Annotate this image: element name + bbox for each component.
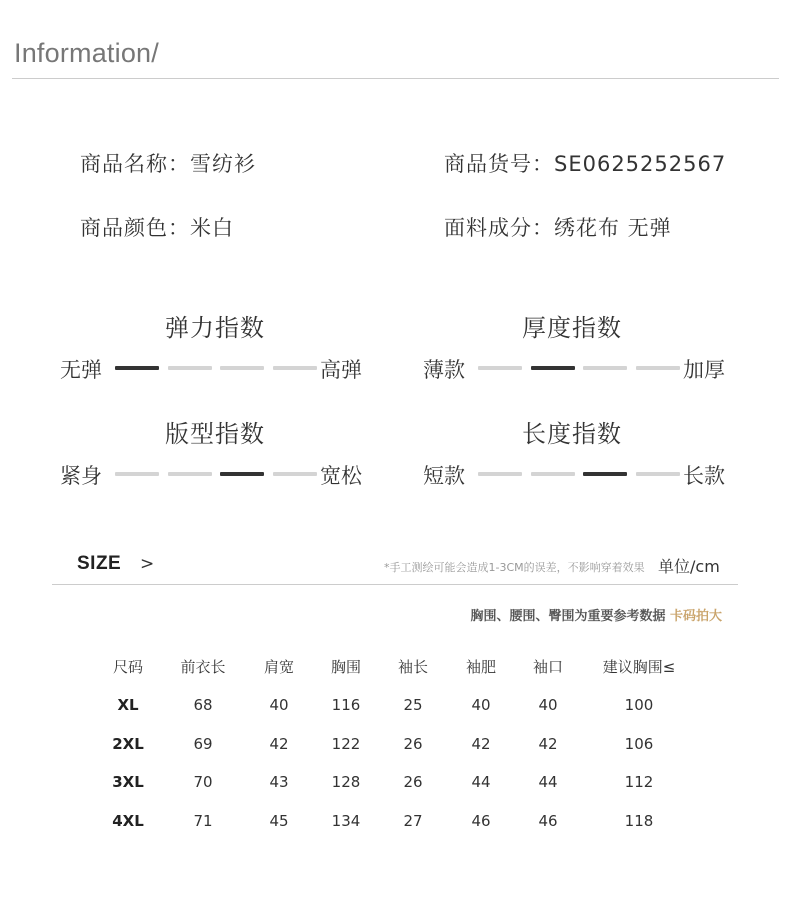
table-cell: 71 [193, 812, 213, 830]
table-cell: 40 [269, 696, 289, 714]
table-cell: 106 [624, 735, 654, 753]
table-cell: 46 [538, 812, 558, 830]
table-cell: 128 [331, 773, 361, 791]
table-cell: 116 [331, 696, 361, 714]
table-header-cell: 肩宽 [263, 658, 294, 676]
index-right-label: 长款 [683, 464, 725, 488]
table-cell: 40 [538, 696, 558, 714]
index-segment-active [220, 472, 264, 476]
index-segment-active [583, 472, 627, 476]
product-fabric: 面料成分：绣花布 无弹 [444, 216, 672, 240]
index-segment [220, 366, 264, 370]
size-arrow-icon: > [140, 554, 155, 574]
table-cell: 112 [624, 773, 654, 791]
table-size-cell: 4XL [112, 812, 144, 830]
index-right-label: 宽松 [320, 464, 362, 488]
index-right-label: 加厚 [683, 358, 725, 382]
table-cell: 46 [471, 812, 491, 830]
table-header-cell: 袖肥 [465, 658, 496, 676]
table-cell: 40 [471, 696, 491, 714]
table-cell: 122 [331, 735, 361, 753]
table-cell: 25 [403, 696, 423, 714]
index-segment [531, 472, 575, 476]
size-divider [52, 584, 738, 585]
size-title: SIZE [77, 553, 122, 574]
index-segment [168, 472, 212, 476]
product-name: 商品名称：雪纺衫 [80, 152, 256, 176]
table-size-cell: 3XL [112, 773, 144, 791]
index-segment [636, 366, 680, 370]
table-cell: 44 [538, 773, 558, 791]
table-header-cell: 袖口 [532, 658, 563, 676]
table-cell: 43 [269, 773, 289, 791]
table-cell: 27 [403, 812, 423, 830]
table-cell: 100 [624, 696, 654, 714]
table-header-cell: 胸围 [330, 658, 361, 676]
header-divider [12, 78, 779, 79]
table-cell: 69 [193, 735, 213, 753]
table-size-cell: 2XL [112, 735, 144, 753]
table-cell: 44 [471, 773, 491, 791]
table-header-cell: 尺码 [112, 658, 143, 676]
index-segment [115, 472, 159, 476]
index-segment [583, 366, 627, 370]
table-header-cell: 袖长 [397, 658, 428, 676]
reference-note [300, 605, 722, 624]
product-code: 商品货号：SE0625252567 [444, 152, 727, 176]
table-cell: 42 [538, 735, 558, 753]
table-cell: 68 [193, 696, 213, 714]
index-segment [273, 366, 317, 370]
unit-label: 单位/cm [658, 557, 720, 576]
index-segment-active [115, 366, 159, 370]
index-left-label: 无弹 [60, 358, 102, 382]
index-title: 弹力指数 [165, 314, 265, 342]
index-title: 版型指数 [165, 420, 265, 448]
table-header-cell: 建议胸围≤ [602, 658, 676, 676]
index-segment-active [531, 366, 575, 370]
table-cell: 42 [269, 735, 289, 753]
table-size-cell: XL [117, 696, 139, 714]
index-right-label: 高弹 [320, 358, 362, 382]
index-title: 厚度指数 [522, 314, 622, 342]
table-cell: 26 [403, 735, 423, 753]
product-color: 商品颜色：米白 [80, 216, 234, 240]
index-segment [636, 472, 680, 476]
index-left-label: 短款 [423, 464, 465, 488]
table-cell: 45 [269, 812, 289, 830]
table-cell: 70 [193, 773, 213, 791]
table-cell: 42 [471, 735, 491, 753]
index-segment [273, 472, 317, 476]
reference-text: 胸围、腰围、臀围为重要参考数据 [470, 609, 666, 624]
measurement-note: *手工测绘可能会造成1-3CM的误差，不影响穿着效果 [384, 561, 645, 574]
table-header-cell: 前衣长 [180, 658, 226, 676]
index-left-label: 紧身 [60, 464, 102, 488]
index-segment [168, 366, 212, 370]
reference-highlight: 卡码拍大 [669, 609, 722, 624]
index-left-label: 薄款 [423, 358, 465, 382]
index-segment [478, 472, 522, 476]
table-cell: 26 [403, 773, 423, 791]
table-cell: 134 [331, 812, 361, 830]
index-title: 长度指数 [522, 420, 622, 448]
index-segment [478, 366, 522, 370]
information-title: Information/ [14, 38, 159, 68]
table-cell: 118 [624, 812, 654, 830]
